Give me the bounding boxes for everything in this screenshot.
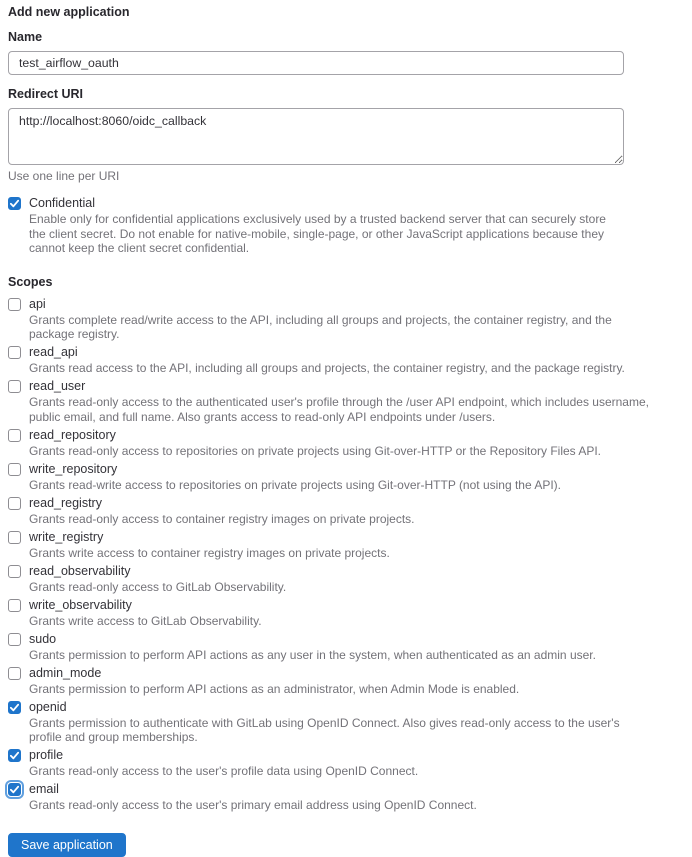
scope-checkbox[interactable] — [8, 380, 21, 393]
scope-item — [8, 462, 684, 493]
confidential-option — [8, 196, 684, 256]
scope-checkbox[interactable] — [8, 633, 21, 646]
check-icon — [10, 199, 19, 208]
scope-item — [8, 530, 684, 561]
scope-label[interactable]: read_registry — [29, 495, 102, 510]
scope-item — [8, 666, 684, 697]
scope-checkbox[interactable] — [8, 298, 21, 311]
scope-checkbox[interactable] — [8, 599, 21, 612]
scope-description: Grants permission to perform API actions as an administrator, when Admin Mode is enabled. — [29, 681, 520, 696]
scope-label[interactable]: email — [29, 782, 59, 796]
save-application-button[interactable]: Save application — [8, 833, 126, 857]
page-title: Add new application — [8, 5, 130, 19]
scope-item — [8, 632, 684, 663]
scopes-list — [8, 297, 684, 813]
scope-description: Grants complete read/write access to the API, including all groups and projects, the container registry, and the package registry. — [29, 312, 612, 341]
scope-checkbox[interactable] — [8, 346, 21, 359]
scope-item — [8, 700, 684, 745]
scope-description: Grants read-write access to repositories on private projects using Git-over-HTTP (not using the API). — [29, 477, 561, 492]
scope-checkbox[interactable] — [8, 497, 21, 510]
scope-checkbox[interactable] — [8, 565, 21, 578]
scope-checkbox[interactable] — [8, 667, 21, 680]
scope-description: Grants write access to GitLab Observability. — [29, 613, 262, 628]
check-icon — [10, 703, 19, 712]
scope-checkbox[interactable] — [8, 749, 21, 762]
scope-label[interactable]: read_user — [29, 379, 86, 393]
scope-item — [8, 748, 684, 779]
redirect-uri-textarea[interactable] — [8, 108, 624, 165]
scope-label[interactable]: api — [29, 296, 46, 311]
scope-item — [8, 345, 684, 376]
scope-description: Grants read-only access to the authenticated user's profile through the /user API endpoint, which includes username, public email, and full name. Also grants access to read-only API endpoints under /users. — [29, 395, 649, 424]
scope-checkbox[interactable] — [8, 783, 21, 796]
confidential-checkbox[interactable] — [8, 197, 21, 210]
scope-checkbox[interactable] — [8, 429, 21, 442]
scope-label[interactable]: write_repository — [29, 461, 118, 476]
name-input[interactable] — [8, 51, 624, 75]
scope-label[interactable]: read_api — [29, 345, 78, 359]
redirect-uri-label: Redirect URI — [8, 87, 84, 101]
scope-description: Grants read-only access to repositories on private projects using Git-over-HTTP or the Repository Files API. — [29, 443, 602, 458]
redirect-uri-helper: Use one line per URI — [8, 169, 120, 183]
scope-label[interactable]: write_registry — [29, 529, 104, 544]
scope-item — [8, 379, 684, 424]
scope-description: Grants write access to container registry images on private projects. — [29, 545, 390, 560]
confidential-label[interactable]: Confidential — [29, 196, 96, 210]
check-icon — [10, 785, 19, 794]
scope-checkbox[interactable] — [8, 701, 21, 714]
name-field-label: Name — [8, 30, 43, 44]
scope-label[interactable]: read_repository — [29, 427, 116, 442]
scope-description: Grants permission to perform API actions as any user in the system, when authenticated as an admin user. — [29, 647, 596, 662]
scope-checkbox[interactable] — [8, 463, 21, 476]
scope-description: Grants permission to authenticate with GitLab using OpenID Connect. Also gives read-only access to the user's profile and group memberships. — [29, 715, 620, 744]
scope-description: Grants read-only access to the user's primary email address using OpenID Connect. — [29, 798, 477, 812]
scope-label[interactable]: read_observability — [29, 563, 131, 578]
scope-item — [8, 564, 684, 595]
scope-label[interactable]: sudo — [29, 631, 57, 646]
scope-label[interactable]: write_observability — [29, 597, 132, 612]
scope-item — [8, 428, 684, 459]
scope-checkbox[interactable] — [8, 531, 21, 544]
scope-item — [8, 496, 684, 527]
scope-description: Grants read-only access to the user's profile data using OpenID Connect. — [29, 764, 419, 778]
scope-label[interactable]: openid — [29, 699, 67, 714]
scope-description: Grants read-only access to GitLab Observability. — [29, 579, 287, 594]
scope-label[interactable]: admin_mode — [29, 665, 102, 680]
scope-item — [8, 598, 684, 629]
scope-label[interactable]: profile — [29, 748, 64, 762]
scope-item — [8, 297, 684, 342]
scope-description: Grants read-only access to container registry images on private projects. — [29, 511, 415, 526]
confidential-description: Enable only for confidential applications exclusively used by a trusted backend server that can securely store the client secret. Do not enable for native-mobile, single-page, or other JavaScript applications because they cannot keep the client secret confidential. — [29, 212, 606, 255]
scopes-heading: Scopes — [8, 274, 53, 289]
check-icon — [10, 751, 19, 760]
scope-description: Grants read access to the API, including all groups and projects, the container registry, and the package registry. — [29, 361, 625, 375]
scope-item — [8, 782, 684, 813]
